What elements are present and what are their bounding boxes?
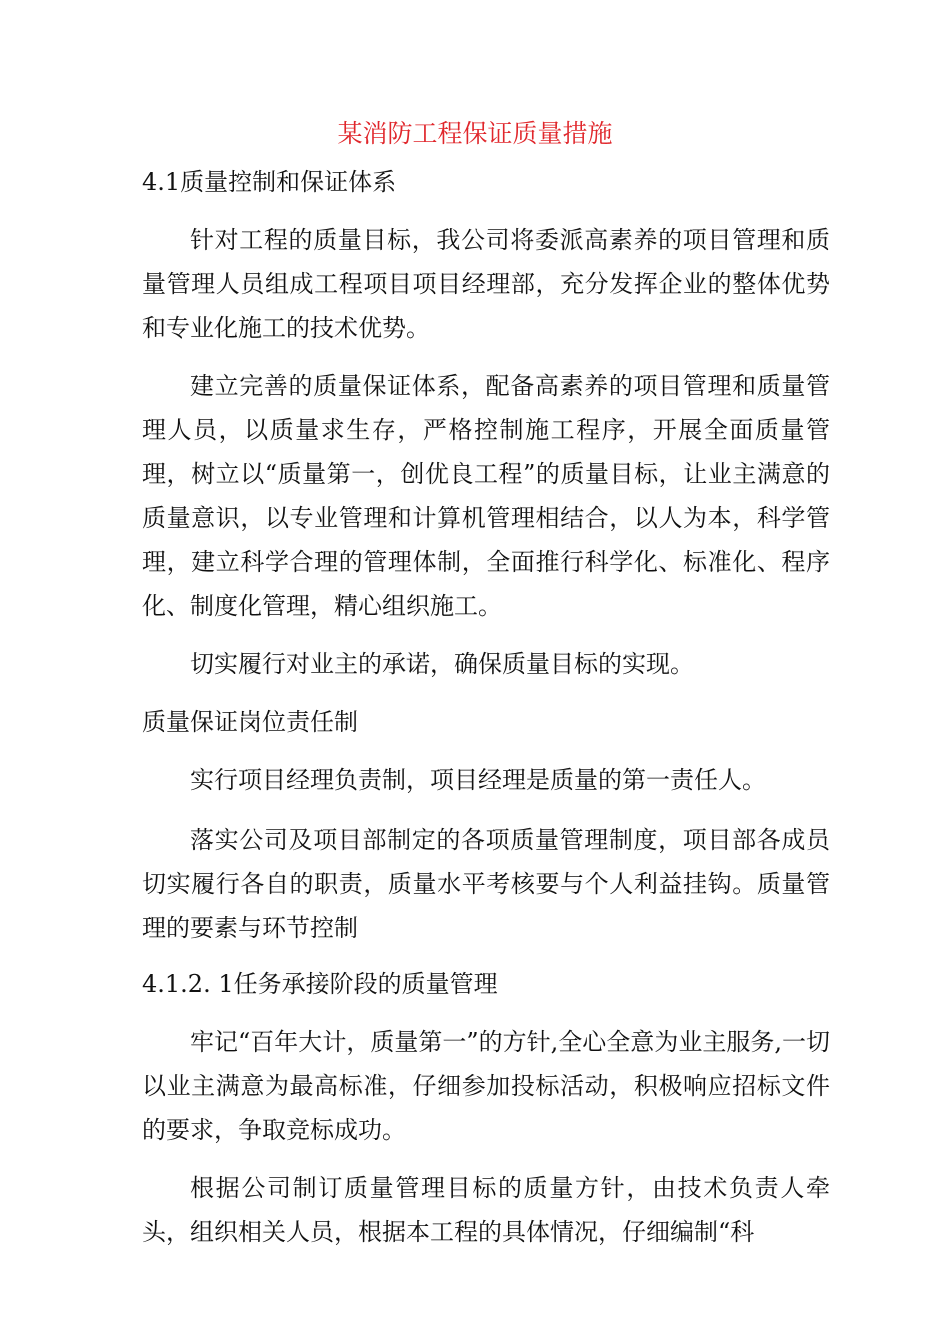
- paragraph: 牢记“百年大计，质量第一”的方针,全心全意为业主服务,一切以业主满意为最高标准，仔细参加投标活动，积极响应招标文件的要求，争取竞标成功。: [142, 1028, 830, 1144]
- section-heading: 质量保证岗位责任制: [142, 708, 358, 736]
- paragraph: 建立完善的质量保证体系，配备高素养的项目管理和质量管理人员，以质量求生存，严格控制施工程序，开展全面质量管理，树立以“质量第一，创优良工程”的质量目标，让业主满意的质量意识，以专业管理和计算机管理相结合，以人为本，科学管理，建立科学合理的管理体制，全面推行科学化、标准化、程序化、制度化管理，精心组织施工。: [142, 372, 830, 620]
- section-heading: 4.1.2. 1任务承接阶段的质量管理: [142, 970, 498, 998]
- paragraph: 针对工程的质量目标，我公司将委派高素养的项目管理和质量管理人员组成工程项目项目经理部，充分发挥企业的整体优势和专业化施工的技术优势。: [142, 226, 830, 342]
- paragraph: 落实公司及项目部制定的各项质量管理制度，项目部各成员切实履行各自的职责，质量水平考核要与个人利益挂钩。质量管理的要素与环节控制: [142, 826, 830, 942]
- paragraph: 切实履行对业主的承诺，确保质量目标的实现。: [190, 650, 694, 678]
- paragraph: 根据公司制订质量管理目标的质量方针，由技术负责人牵头，组织相关人员，根据本工程的具体情况，仔细编制“科: [142, 1174, 830, 1246]
- section-heading: 4.1质量控制和保证体系: [142, 168, 397, 196]
- document-title: 某消防工程保证质量措施: [337, 119, 613, 148]
- paragraph: 实行项目经理负责制，项目经理是质量的第一责任人。: [190, 766, 766, 794]
- document-body: [142, 162, 830, 1268]
